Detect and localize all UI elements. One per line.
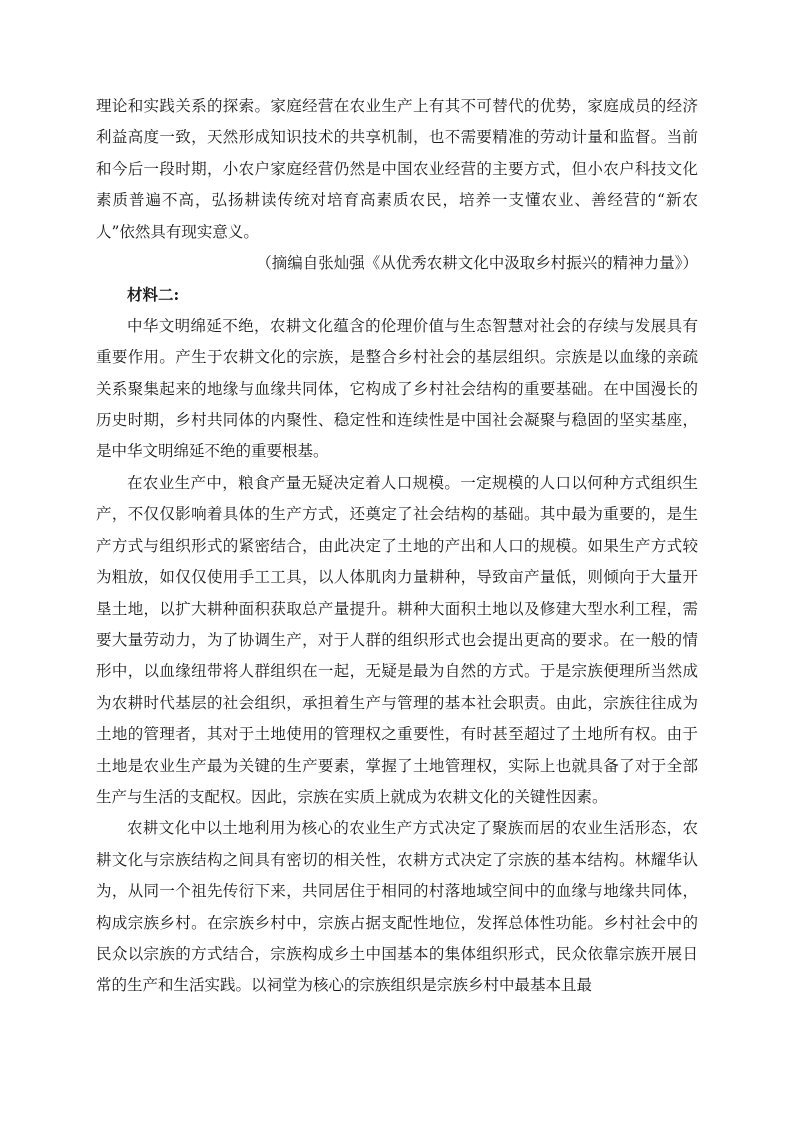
source-citation: （摘编自张灿强《从优秀农耕文化中汲取乡村振兴的精神力量》） bbox=[256, 254, 698, 273]
section-heading: 材料二: bbox=[127, 285, 180, 305]
paragraph-continuation: 理论和实践关系的探索。家庭经营在农业生产上有其不可替代的优势，家庭成员的经济利益高度一致，天然形成知识技术的共享机制，也不需要精准的劳动计量和监督。当前和今后一段时期，小农户家庭经营仍然是中国农业经营的主要方式，但小农户科技文化素质普遍不高，弘扬耕读传统对培育高素质农民，培养一支懂农业、善经营的“新农人”依然具有现实意义。 bbox=[96, 97, 698, 241]
paragraph-3: 农耕文化中以土地利用为核心的农业生产方式决定了聚族而居的农业生活形态，农耕文化与宗族结构之间具有密切的相关性，农耕方式决定了宗族的基本结构。林耀华认为，从同一个祖先传衍下来，共同居住于相同的村落地域空间中的血缘与地缘共同体，构成宗族乡村。在宗族乡村中，宗族占据支配性地位，发挥总体性功能。乡村社会中的民众以宗族的方式结合，宗族构成乡土中国基本的集体组织形式，民众依靠宗族开展日常的生产和生活实践。以祠堂为核心的宗族组织是宗族乡村中最基本且最 bbox=[96, 819, 698, 995]
paragraph-2: 在农业生产中，粮食产量无疑决定着人口规模。一定规模的人口以何种方式组织生产，不仅仅影响着具体的生产方式，还奠定了社会结构的基础。其中最为重要的，是生产方式与组织形式的紧密结合，由此决定了土地的产出和人口的规模。如果生产方式较为粗放，如仅仅使用手工工具，以人体肌肉力量耕种，导致亩产量低，则倾向于大量开垦土地，以扩大耕种面积获取总产量提升。耕种大面积土地以及修建大型水利工程，需要大量劳动力，为了协调生产，对于人群的组织形式也会提出更高的要求。在一般的情形中，以血缘纽带将人群组织在一起，无疑是最为自然的方式。于是宗族便理所当然成为农耕时代基层的社会组织，承担着生产与管理的基本社会职责。由此，宗族往往成为土地的管理者，其对于土地使用的管理权之重要性，有时甚至超过了土地所有权。由于土地是农业生产最为关键的生产要素，掌握了土地管理权，实际上也就具备了对于全部生产与生活的支配权。因此，宗族在实质上就成为农耕文化的关键性因素。 bbox=[96, 473, 698, 806]
document-page bbox=[96, 91, 698, 1002]
paragraph-1: 中华文明绵延不绝，农耕文化蕴含的伦理价值与生态智慧对社会的存续与发展具有重要作用。产生于农耕文化的宗族，是整合乡村社会的基层组织。宗族是以血缘的亲疏关系聚集起来的地缘与血缘共同体，它构成了乡村社会结构的重要基础。在中国漫长的历史时期，乡村共同体的内聚性、稳定性和连续性是中国社会凝聚与稳固的坚实基座，是中华文明绵延不绝的重要根基。 bbox=[96, 316, 698, 461]
